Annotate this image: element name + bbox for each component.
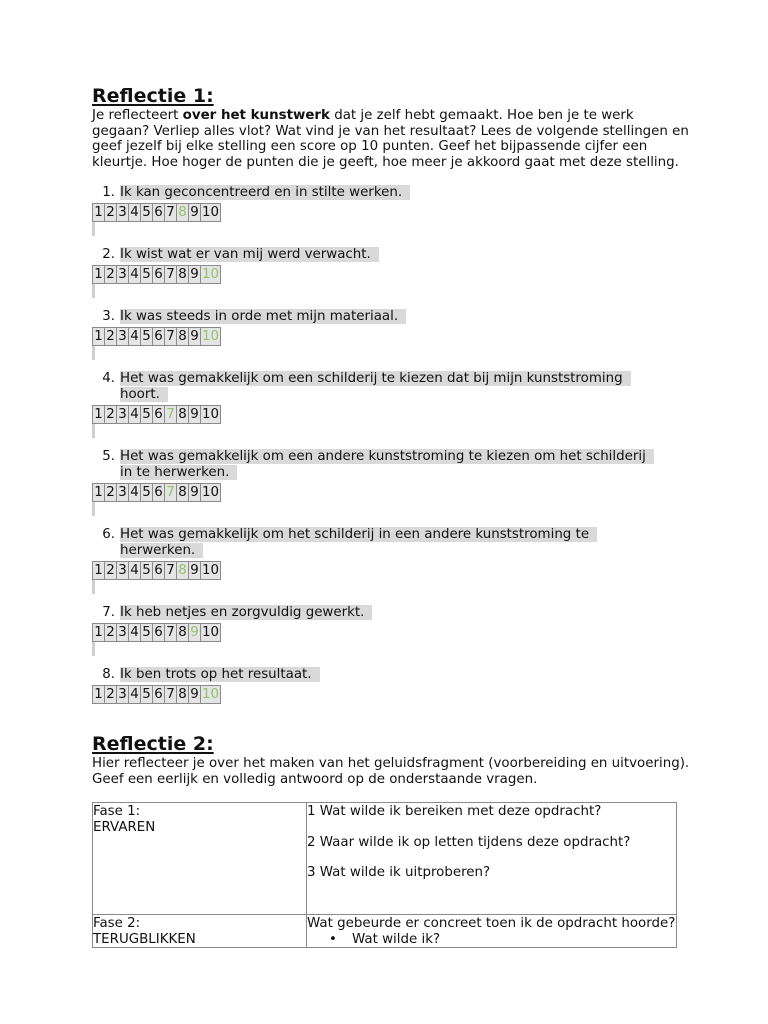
score-cell[interactable]: 1 <box>92 327 105 346</box>
score-cell[interactable]: 9 <box>188 327 201 346</box>
score-scale <box>92 623 692 642</box>
statement-number: 3. <box>102 309 115 324</box>
score-cell[interactable]: 4 <box>128 561 141 580</box>
score-cell[interactable]: 2 <box>104 203 117 222</box>
score-cell[interactable]: 5 <box>140 327 153 346</box>
statement-row <box>92 309 692 325</box>
reflectie2-intro: Hier reflecteer je over het maken van het geluidsfragment (voorbereiding en uitvoering). Geef een eerlijk en volledig antwoord op de onderstaande vragen. <box>92 756 690 787</box>
reflectie1-intro: Je reflecteert over het kunstwerk dat je zelf hebt gemaakt. Hoe ben je te werk gegaan? Verliep alles vlot? Wat vind je van het resultaat? Lees de volgende stellingen en geef jezelf bij elke stelling een score op 10 punten. Geef het bijpassende cijfer een kleurtje. Hoe hoger de punten die je geeft, hoe meer je akkoord gaat met deze stelling. <box>92 108 689 170</box>
fase-cell: Fase 1: ERVAREN <box>93 803 307 915</box>
scale-marker <box>92 580 95 594</box>
score-scale <box>92 405 692 424</box>
score-cell[interactable]: 10 <box>202 625 220 640</box>
statement-text: Ik heb netjes en zorgvuldig gewerkt. <box>120 605 372 620</box>
statement-item <box>92 371 692 438</box>
score-cell[interactable]: 6 <box>152 203 165 222</box>
score-scale <box>92 265 692 284</box>
score-scale <box>92 203 692 222</box>
statement-text: Ik was steeds in orde met mijn materiaal. <box>120 309 406 324</box>
score-cell[interactable]: 4 <box>128 265 141 284</box>
score-cell[interactable]: 7 <box>164 685 177 704</box>
score-cell[interactable]: 10 <box>202 563 220 578</box>
score-cell[interactable]: 10 <box>202 267 220 282</box>
score-cell[interactable]: 9 <box>188 623 201 642</box>
statement-item <box>92 449 692 516</box>
score-cell[interactable]: 1 <box>92 623 105 642</box>
reflectie2-section <box>92 732 692 948</box>
statement-item <box>92 667 692 704</box>
score-cell[interactable]: 8 <box>176 623 189 642</box>
score-cell[interactable]: 5 <box>140 405 153 424</box>
statement-row <box>92 371 692 403</box>
score-cell[interactable]: 5 <box>140 623 153 642</box>
statement-item <box>92 605 692 656</box>
score-cell[interactable]: 1 <box>92 483 105 502</box>
score-cell[interactable]: 4 <box>128 685 141 704</box>
statement-row <box>92 185 692 201</box>
score-cell[interactable]: 2 <box>104 561 117 580</box>
statement-text: Het was gemakkelijk om het schilderij in een andere kunststroming te herwerken. <box>120 527 597 558</box>
score-cell[interactable]: 4 <box>128 405 141 424</box>
score-cell[interactable]: 7 <box>164 483 177 502</box>
reflectie1-title: Reflectie 1: <box>92 85 214 107</box>
statement-number: 1. <box>102 185 115 200</box>
fase-table <box>92 802 677 948</box>
list-item: • Wat wilde ik? <box>329 931 441 947</box>
score-cell[interactable]: 5 <box>140 265 153 284</box>
score-cell[interactable]: 8 <box>176 483 189 502</box>
score-cell[interactable]: 3 <box>116 327 129 346</box>
score-cell[interactable]: 9 <box>188 405 201 424</box>
score-cell[interactable]: 7 <box>164 561 177 580</box>
statement-item <box>92 527 692 594</box>
scale-marker <box>92 502 95 516</box>
score-cell[interactable]: 9 <box>188 483 201 502</box>
statement-item <box>92 309 692 360</box>
score-cell[interactable]: 3 <box>116 623 129 642</box>
score-cell[interactable]: 3 <box>116 685 129 704</box>
score-cell[interactable]: 6 <box>152 623 165 642</box>
score-cell[interactable]: 4 <box>128 327 141 346</box>
scale-marker <box>92 284 95 298</box>
score-cell[interactable]: 6 <box>152 561 165 580</box>
score-cell[interactable]: 7 <box>164 405 177 424</box>
score-cell[interactable]: 2 <box>104 405 117 424</box>
score-cell[interactable]: 10 <box>202 687 220 702</box>
score-cell[interactable]: 5 <box>140 685 153 704</box>
statement-number: 4. <box>102 371 115 386</box>
bullet-list <box>307 932 676 948</box>
score-cell[interactable]: 3 <box>116 405 129 424</box>
score-cell[interactable]: 3 <box>116 265 129 284</box>
statement-list <box>92 185 692 704</box>
statement-text: Ik wist wat er van mij werd verwacht. <box>120 247 379 262</box>
score-cell[interactable]: 5 <box>140 561 153 580</box>
questions-cell <box>307 915 677 948</box>
statement-row <box>92 449 692 481</box>
score-cell[interactable]: 2 <box>104 327 117 346</box>
score-cell[interactable]: 8 <box>176 265 189 284</box>
score-cell[interactable]: 6 <box>152 483 165 502</box>
questions-cell <box>307 803 677 915</box>
statement-number: 8. <box>102 667 115 682</box>
question: 1 Wat wilde ik bereiken met deze opdracht? <box>307 804 602 819</box>
statement-text: Het was gemakkelijk om een schilderij te kiezen dat bij mijn kunststroming hoort. <box>120 371 631 402</box>
score-cell[interactable]: 3 <box>116 561 129 580</box>
score-cell[interactable]: 3 <box>116 483 129 502</box>
intro-bold-phrase: over het kunstwerk <box>182 108 330 123</box>
statement-item <box>92 185 692 236</box>
score-cell[interactable]: 4 <box>128 203 141 222</box>
reflectie2-title: Reflectie 2: <box>92 733 214 755</box>
fase-cell: Fase 2: TERUGBLIKKEN <box>93 915 307 948</box>
score-cell[interactable]: 7 <box>164 327 177 346</box>
question: 3 Wat wilde ik uitproberen? <box>307 865 491 880</box>
score-cell[interactable]: 1 <box>92 685 105 704</box>
score-cell[interactable]: 2 <box>104 623 117 642</box>
score-cell[interactable]: 9 <box>188 685 201 704</box>
score-cell[interactable]: 10 <box>202 485 220 500</box>
score-cell[interactable]: 2 <box>104 265 117 284</box>
statement-number: 7. <box>102 605 115 620</box>
score-scale <box>92 483 692 502</box>
score-cell[interactable]: 8 <box>176 685 189 704</box>
score-cell[interactable]: 2 <box>104 685 117 704</box>
score-cell[interactable]: 8 <box>176 405 189 424</box>
score-cell[interactable]: 10 <box>202 407 220 422</box>
statement-row <box>92 247 692 263</box>
score-cell[interactable]: 1 <box>92 203 105 222</box>
score-cell[interactable]: 9 <box>188 203 201 222</box>
score-cell[interactable]: 8 <box>176 561 189 580</box>
statement-row <box>92 667 692 683</box>
score-cell[interactable]: 7 <box>164 203 177 222</box>
scale-marker <box>92 424 95 438</box>
statement-text: Het was gemakkelijk om een andere kunststroming te kiezen om het schilderij in te herwerken. <box>120 449 654 480</box>
score-cell[interactable]: 10 <box>202 205 220 220</box>
score-cell[interactable]: 1 <box>92 561 105 580</box>
score-cell[interactable]: 6 <box>152 405 165 424</box>
score-cell[interactable]: 9 <box>188 265 201 284</box>
score-cell[interactable]: 3 <box>116 203 129 222</box>
bullet-icon: • <box>329 931 337 947</box>
score-cell[interactable]: 6 <box>152 265 165 284</box>
score-scale <box>92 685 692 704</box>
statement-item <box>92 247 692 298</box>
scale-marker <box>92 222 95 236</box>
statement-number: 2. <box>102 247 115 262</box>
document-page <box>92 84 692 948</box>
score-cell[interactable]: 6 <box>152 685 165 704</box>
score-cell[interactable]: 5 <box>140 203 153 222</box>
score-cell[interactable]: 4 <box>128 483 141 502</box>
score-cell[interactable]: 5 <box>140 483 153 502</box>
score-cell[interactable]: 6 <box>152 327 165 346</box>
statement-number: 6. <box>102 527 115 542</box>
score-cell[interactable]: 8 <box>176 203 189 222</box>
table-row <box>93 803 677 915</box>
table-row <box>93 915 677 948</box>
question: Wat gebeurde er concreet toen ik de opdracht hoorde? <box>307 916 676 931</box>
score-cell[interactable]: 1 <box>92 405 105 424</box>
scale-marker <box>92 346 95 360</box>
statement-number: 5. <box>102 449 115 464</box>
score-cell[interactable]: 4 <box>128 623 141 642</box>
scale-marker <box>92 642 95 656</box>
score-cell[interactable]: 7 <box>164 265 177 284</box>
score-cell[interactable]: 1 <box>92 265 105 284</box>
score-cell[interactable]: 8 <box>176 327 189 346</box>
question: 2 Waar wilde ik op letten tijdens deze opdracht? <box>307 834 631 850</box>
score-scale <box>92 327 692 346</box>
statement-text: Ik kan geconcentreerd en in stilte werken. <box>120 185 410 200</box>
score-cell[interactable]: 2 <box>104 483 117 502</box>
score-scale <box>92 561 692 580</box>
score-cell[interactable]: 9 <box>188 561 201 580</box>
score-cell[interactable]: 7 <box>164 623 177 642</box>
statement-row <box>92 527 692 559</box>
score-cell[interactable]: 10 <box>202 329 220 344</box>
statement-text: Ik ben trots op het resultaat. <box>120 667 320 682</box>
statement-row <box>92 605 692 621</box>
